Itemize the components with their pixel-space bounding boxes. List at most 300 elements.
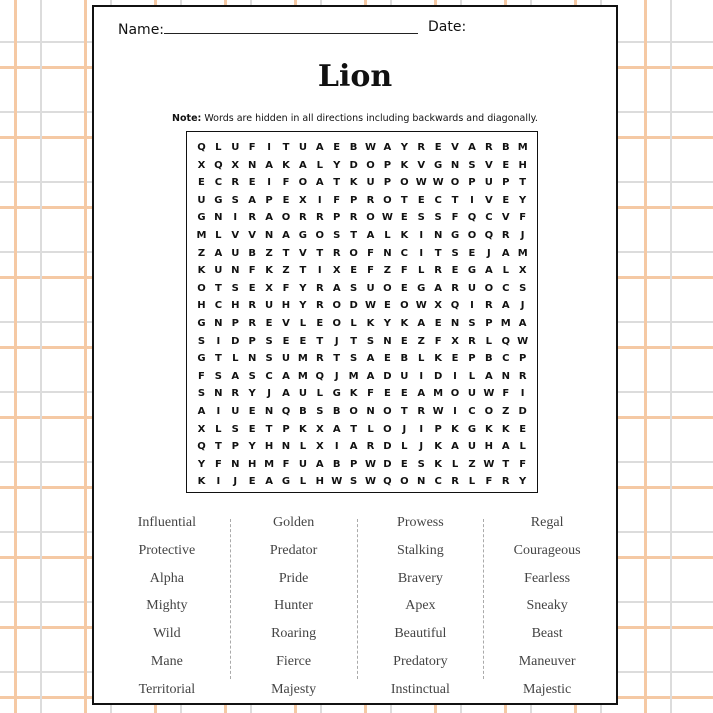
grid-cell: L — [215, 423, 222, 435]
grid-cell: E — [316, 317, 324, 329]
grid-cell: P — [485, 317, 493, 329]
note-body: Words are hidden in all directions including backwards and diagonally. — [201, 113, 538, 124]
grid-cell: U — [298, 458, 307, 470]
grid-cell: W — [483, 458, 495, 470]
grid-cell: P — [349, 194, 358, 206]
grid-cell: T — [451, 194, 459, 206]
grid-cell: U — [214, 265, 223, 277]
grid-cell: B — [248, 247, 256, 259]
grid-row — [193, 421, 531, 439]
grid-cell: A — [501, 247, 510, 259]
grid-cell: A — [265, 212, 273, 224]
grid-cell: E — [468, 247, 476, 259]
grid-cell: Q — [197, 142, 206, 153]
grid-cell: W — [365, 476, 377, 488]
grid-cell: L — [468, 476, 476, 488]
grid-cell: F — [519, 212, 527, 224]
grid-row — [193, 227, 531, 245]
grid-row — [193, 139, 531, 157]
word-item: Golden — [273, 515, 315, 530]
grid-cell: W — [381, 212, 393, 224]
grid-cell: U — [484, 177, 493, 189]
grid-cell: S — [434, 212, 442, 224]
grid-cell: J — [486, 247, 491, 259]
grid-cell: R — [231, 388, 240, 400]
grid-cell: A — [299, 159, 307, 171]
grid-cell: G — [298, 229, 307, 241]
grid-cell: E — [519, 423, 527, 435]
grid-cell: I — [216, 476, 221, 488]
grid-cell: L — [451, 458, 459, 470]
grid-cell: X — [518, 265, 527, 277]
grid-cell: M — [517, 247, 528, 259]
name-line — [164, 19, 418, 34]
grid-cell: Q — [281, 405, 291, 417]
grid-cell: H — [518, 159, 527, 171]
grid-cell: A — [282, 229, 290, 241]
grid-cell: W — [517, 335, 529, 347]
grid-cell: O — [484, 282, 494, 294]
grid-cell: R — [299, 212, 307, 224]
grid-cell: I — [233, 212, 238, 224]
grid-cell: K — [366, 317, 375, 329]
grid-cell: U — [281, 353, 291, 365]
grid-cell: O — [332, 317, 341, 329]
grid-cell: D — [349, 159, 358, 171]
grid-cell: N — [383, 247, 392, 259]
grid-cell: O — [467, 229, 477, 241]
grid-cell: R — [315, 212, 324, 224]
grid-cell: N — [247, 159, 257, 171]
grid-cell: G — [214, 194, 223, 206]
grid-cell: U — [298, 388, 307, 400]
grid-cell: M — [517, 142, 528, 153]
grid-cell: U — [265, 300, 274, 312]
word-item: Stalking — [397, 542, 444, 558]
note-text — [94, 113, 616, 124]
grid-cell: A — [332, 282, 341, 294]
word-list — [104, 509, 610, 697]
grid-cell: V — [248, 229, 257, 241]
grid-cell: N — [247, 353, 257, 365]
grid-cell: L — [367, 423, 374, 435]
grid-cell: Z — [282, 265, 290, 277]
grid-row — [193, 315, 531, 333]
grid-cell: O — [400, 476, 409, 488]
grid-cell: X — [451, 335, 459, 347]
grid-cell: X — [315, 423, 324, 435]
grid-cell: Z — [468, 458, 476, 470]
grid-cell: N — [281, 441, 291, 453]
grid-cell: Q — [484, 229, 494, 241]
grid-cell: R — [231, 177, 240, 189]
grid-cell: H — [247, 458, 257, 470]
grid-cell: S — [214, 370, 222, 382]
grid-cell: C — [214, 300, 223, 312]
grid-cell: R — [485, 300, 493, 312]
word-item: Bravery — [397, 570, 443, 586]
grid-cell: S — [197, 388, 206, 400]
grid-cell: Y — [248, 441, 256, 453]
grid-cell: T — [214, 353, 222, 365]
grid-cell: M — [264, 458, 275, 470]
grid-cell: O — [383, 423, 392, 435]
grid-cell: O — [450, 177, 460, 189]
grid-cell: T — [434, 247, 442, 259]
grid-row — [193, 280, 531, 298]
grid-cell: M — [348, 370, 359, 382]
grid-cell: Y — [519, 476, 527, 488]
grid-cell: Z — [502, 405, 510, 417]
grid-cell: L — [418, 353, 425, 365]
word-item: Mighty — [146, 598, 188, 614]
word-item: Beautiful — [394, 626, 447, 642]
grid-cell: U — [366, 282, 375, 294]
grid-cell: T — [282, 247, 290, 259]
grid-cell: V — [299, 247, 307, 259]
grid-cell: T — [350, 229, 358, 241]
grid-cell: L — [299, 476, 307, 488]
grid-row — [193, 403, 531, 421]
grid-cell: A — [282, 370, 290, 382]
grid-cell: F — [400, 265, 408, 277]
word-item: Fearless — [524, 570, 571, 586]
grid-cell: T — [333, 177, 341, 189]
grid-cell: R — [417, 142, 426, 153]
grid-cell: J — [520, 229, 525, 241]
grid-cell: A — [315, 458, 324, 470]
grid-cell: X — [231, 159, 240, 171]
grid-cell: O — [383, 194, 392, 206]
grid-cell: V — [231, 229, 240, 241]
grid-cell: N — [264, 405, 274, 417]
grid-cell: E — [248, 282, 256, 294]
grid-cell: M — [433, 388, 444, 400]
grid-cell: N — [231, 458, 240, 470]
word-item: Regal — [530, 515, 564, 530]
grid-cell: F — [248, 142, 256, 153]
grid-cell: J — [267, 388, 271, 400]
grid-cell: O — [332, 300, 341, 312]
grid-cell: N — [264, 229, 274, 241]
grid-cell: T — [316, 247, 324, 259]
grid-cell: P — [468, 177, 476, 189]
grid-cell: G — [197, 353, 206, 365]
grid-cell: C — [502, 282, 510, 294]
grid-cell: U — [231, 142, 240, 153]
grid-cell: Q — [450, 300, 460, 312]
grid-cell: Y — [248, 388, 256, 400]
grid-cell: E — [282, 194, 290, 206]
grid-cell: S — [468, 159, 476, 171]
word-item: Prowess — [397, 515, 444, 530]
word-item: Protective — [138, 542, 196, 558]
grid-cell: Z — [383, 265, 392, 277]
grid-cell: T — [299, 265, 307, 277]
grid-cell: F — [248, 265, 256, 277]
grid-cell: V — [417, 159, 426, 171]
grid-cell: A — [231, 370, 240, 382]
grid-cell: R — [451, 476, 459, 488]
word-column — [484, 509, 610, 697]
grid-cell: I — [216, 405, 221, 417]
grid-cell: A — [332, 423, 341, 435]
grid-cell: K — [265, 265, 273, 277]
grid-cell: U — [467, 388, 477, 400]
grid-cell: R — [332, 247, 341, 259]
grid-cell: W — [415, 177, 427, 189]
grid-cell: O — [400, 300, 409, 312]
grid-cell: U — [231, 247, 240, 259]
grid-cell: F — [485, 476, 493, 488]
grid-cell: I — [317, 265, 322, 277]
grid-cell: T — [316, 335, 324, 347]
grid-cell: B — [485, 353, 493, 365]
grid-cell: G — [281, 476, 291, 488]
grid-cell: A — [501, 300, 510, 312]
grid-cell: N — [450, 159, 460, 171]
grid-cell: O — [197, 282, 206, 294]
grid-cell: X — [299, 194, 307, 206]
grid-cell: B — [332, 405, 341, 417]
grid-cell: T — [214, 441, 222, 453]
grid-cell: A — [265, 476, 273, 488]
grid-cell: K — [434, 441, 443, 453]
grid-cell: A — [417, 388, 426, 400]
grid-row — [193, 350, 531, 368]
word-column — [104, 509, 230, 697]
grid-cell: C — [434, 194, 442, 206]
grid-cell: L — [232, 353, 239, 365]
grid-cell: I — [419, 247, 424, 259]
grid-cell: P — [468, 353, 476, 365]
letter-grid — [186, 131, 538, 493]
grid-cell: E — [265, 317, 273, 329]
grid-cell: U — [366, 177, 375, 189]
grid-cell: O — [383, 282, 392, 294]
grid-cell: S — [468, 317, 476, 329]
word-item: Maneuver — [518, 653, 576, 669]
grid-cell: M — [297, 353, 308, 365]
word-item: Alpha — [149, 570, 184, 586]
grid-cell: K — [197, 265, 206, 277]
grid-cell: C — [434, 476, 442, 488]
note-bold: Note: — [172, 113, 202, 124]
grid-row — [193, 192, 531, 210]
word-item: Mane — [150, 653, 183, 669]
word-item: Wild — [153, 626, 181, 642]
grid-cell: R — [315, 353, 324, 365]
grid-cell: M — [500, 317, 511, 329]
grid-cell: R — [501, 229, 510, 241]
grid-cell: T — [350, 423, 358, 435]
grid-cell: K — [484, 423, 493, 435]
grid-cell: E — [451, 265, 459, 277]
grid-cell: O — [315, 229, 325, 241]
grid-cell: C — [265, 370, 273, 382]
grid-cell: W — [365, 458, 377, 470]
grid-cell: R — [248, 212, 257, 224]
grid-cell: V — [282, 317, 290, 329]
grid-cell: R — [417, 405, 426, 417]
grid-cell: E — [333, 142, 341, 153]
grid-cell: Q — [383, 476, 392, 488]
grid-cell: H — [484, 441, 494, 453]
grid-cell: T — [265, 423, 273, 435]
word-item: Beast — [531, 626, 563, 642]
grid-cell: I — [470, 300, 474, 312]
grid-cell: O — [383, 405, 392, 417]
grid-row — [193, 262, 531, 280]
grid-cell: A — [248, 194, 257, 206]
grid-cell: F — [502, 388, 510, 400]
grid-cell: F — [367, 247, 374, 259]
grid-cell: S — [316, 405, 324, 417]
grid-cell: K — [349, 177, 358, 189]
grid-cell: W — [415, 300, 427, 312]
grid-cell: L — [502, 265, 509, 277]
word-item: Majestic — [523, 681, 572, 697]
grid-cell: Y — [197, 458, 206, 470]
grid-row — [193, 157, 531, 175]
grid-cell: A — [451, 441, 459, 453]
grid-cell: N — [450, 317, 460, 329]
grid-cell: P — [265, 194, 273, 206]
grid-cell: A — [282, 388, 290, 400]
grid-cell: K — [400, 229, 409, 241]
grid-cell: W — [331, 476, 343, 488]
grid-cell: Q — [467, 212, 477, 224]
grid-cell: T — [400, 405, 408, 417]
grid-cell: K — [434, 458, 443, 470]
grid-row — [193, 245, 531, 263]
word-item: Sneaky — [526, 598, 568, 614]
grid-row — [193, 333, 531, 351]
grid-cell: V — [484, 194, 493, 206]
grid-cell: O — [298, 177, 308, 189]
grid-cell: I — [419, 229, 424, 241]
grid-row — [193, 297, 531, 315]
grid-cell: K — [299, 423, 307, 435]
grid-cell: T — [282, 142, 290, 153]
grid-row — [193, 368, 531, 386]
grid-cell: I — [334, 441, 339, 453]
grid-cell: L — [215, 142, 222, 153]
grid-cell: M — [297, 370, 308, 382]
grid-cell: N — [214, 388, 223, 400]
grid-cell: F — [282, 458, 290, 470]
grid-cell: U — [231, 405, 240, 417]
grid-cell: S — [417, 458, 425, 470]
grid-cell: W — [365, 142, 377, 153]
grid-cell: L — [299, 441, 307, 453]
grid-cell: P — [383, 159, 392, 171]
grid-cell: B — [349, 142, 358, 153]
grid-cell: I — [267, 177, 271, 189]
word-item: Instinctual — [390, 681, 450, 697]
grid-cell: F — [451, 212, 459, 224]
grid-cell: E — [248, 405, 256, 417]
grid-cell: E — [434, 317, 442, 329]
grid-cell: R — [501, 476, 510, 488]
grid-cell: N — [433, 229, 443, 241]
word-item: Territorial — [138, 681, 196, 697]
word-item: Roaring — [271, 626, 317, 642]
grid-cell: W — [432, 177, 444, 189]
name-label: Name: — [118, 22, 165, 38]
grid-cell: S — [451, 247, 459, 259]
grid-cell: D — [383, 458, 392, 470]
grid-cell: C — [214, 177, 223, 189]
grid-row — [193, 473, 531, 491]
grid-cell: R — [248, 317, 257, 329]
grid-cell: N — [417, 476, 426, 488]
grid-cell: P — [519, 353, 527, 365]
grid-cell: Y — [333, 159, 341, 171]
grid-cell: U — [197, 194, 206, 206]
grid-cell: D — [433, 370, 443, 382]
grid-cell: O — [484, 405, 494, 417]
grid-cell: L — [485, 335, 493, 347]
grid-cell: U — [400, 370, 409, 382]
grid-cell: N — [214, 212, 223, 224]
grid-cell: L — [215, 229, 222, 241]
grid-cell: X — [265, 282, 273, 294]
grid-cell: I — [317, 194, 322, 206]
grid-cell: A — [197, 405, 206, 417]
grid-cell: R — [434, 265, 442, 277]
grid-cell: E — [400, 388, 408, 400]
grid-cell: G — [332, 388, 341, 400]
grid-cell: X — [434, 300, 442, 312]
grid-cell: T — [214, 282, 222, 294]
grid-cell: F — [434, 335, 442, 347]
grid-cell: F — [519, 458, 527, 470]
grid-cell: R — [451, 282, 459, 294]
grid-cell: G — [467, 423, 477, 435]
grid-cell: E — [451, 353, 459, 365]
grid-cell: K — [451, 423, 459, 435]
grid-cell: G — [197, 317, 206, 329]
grid-row — [193, 385, 531, 403]
grid-cell: V — [484, 159, 493, 171]
grid-cell: I — [470, 194, 474, 206]
grid-cell: E — [502, 194, 510, 206]
grid-cell: F — [282, 177, 290, 189]
grid-cell: S — [519, 282, 527, 294]
grid-cell: A — [214, 247, 223, 259]
grid-cell: P — [349, 458, 358, 470]
grid-cell: A — [315, 177, 324, 189]
grid-cell: C — [485, 212, 493, 224]
grid-cell: P — [248, 335, 256, 347]
grid-cell: G — [434, 159, 443, 171]
grid-cell: S — [350, 282, 358, 294]
grid-cell: A — [265, 159, 273, 171]
grid-cell: F — [282, 282, 290, 294]
name-field — [118, 19, 418, 38]
word-item: Predator — [269, 542, 318, 558]
grid-cell: A — [468, 142, 476, 153]
grid-cell: F — [214, 458, 222, 470]
grid-cell: Q — [214, 159, 223, 171]
grid-cell: R — [349, 212, 358, 224]
grid-cell: I — [419, 423, 424, 435]
grid-cell: R — [315, 300, 324, 312]
grid-cell: K — [400, 317, 409, 329]
grid-cell: E — [198, 177, 205, 189]
grid-cell: H — [264, 441, 274, 453]
